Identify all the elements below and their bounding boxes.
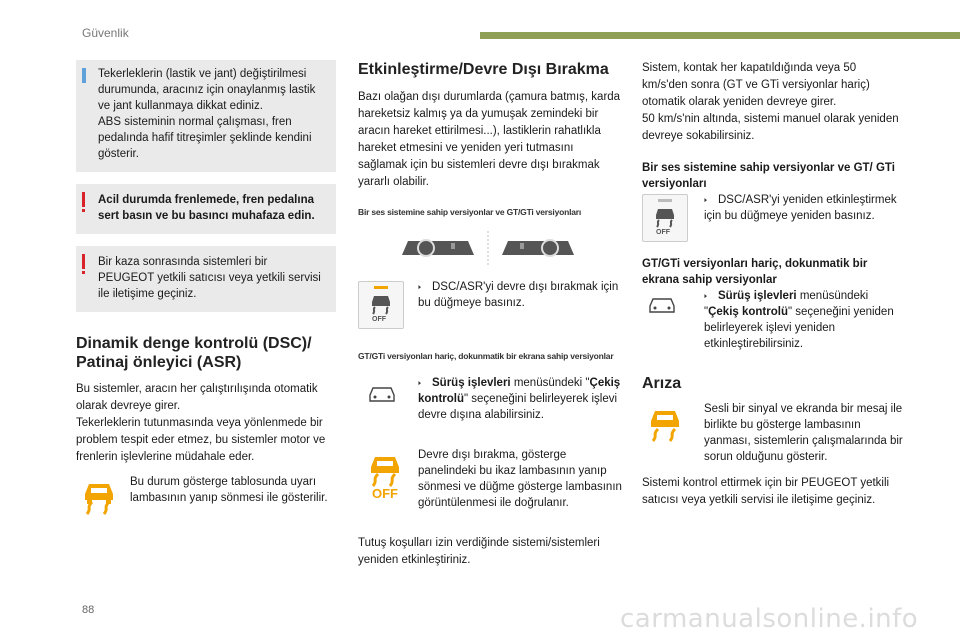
warning-text-accident: Bir kaza sonrasında sistemleri bir PEUGEOT yetkili satıcısı veya yetkili servisi ile iletişime geçiniz. (98, 256, 321, 300)
info-icon (82, 68, 86, 83)
lamp-description: Bu durum gösterge tablosunda uyarı lambasının yanıp sönmesi ile gösterilir. (130, 476, 328, 504)
step-row-touchscreen (358, 375, 624, 439)
step-text-touchscreen: 🢒 Sürüş işlevleri menüsündeki "Çekiş kontrolü" seçeneğini belirleyerek işlevi devre dışına alabilirsiniz. (418, 377, 621, 421)
fault-lamp-row (642, 401, 904, 471)
column-middle (358, 60, 624, 569)
subheading-touchscreen: GT/GTi versiyonları hariç, dokunmatik bir ekrana sahip versiyonlar (358, 351, 614, 361)
header-accent-bar (480, 32, 960, 39)
warning-box-accident (76, 246, 336, 312)
column-left (76, 60, 336, 524)
dsc-off-button-icon[interactable] (358, 281, 404, 329)
traction-warning-lamp-icon (82, 480, 116, 516)
info-text-tires: Tekerleklerin (lastik ve jant) değiştirilmesi durumunda, aracınız için onaylanmış lastik ve jant kullanmaya dikkat ediniz. (98, 68, 316, 112)
heading-fault: Arıza (642, 375, 682, 392)
warning-icon (82, 254, 85, 269)
step-text-deactivate: 🢒 DSC/ASR'yi devre dışı bırakmak için bu düğmeye basınız. (418, 281, 619, 309)
bullet-icon: 🢒 (418, 282, 422, 292)
off-lamp-row (358, 447, 624, 531)
fault-description: Sesli bir sinyal ve ekranda bir mesaj ile birlikte bu gösterge lambasının yanması, sistemlerin çalışmalarında bir sorun olduğunu gösterir. (704, 403, 903, 463)
reactivate-button-row (642, 192, 904, 250)
car-outline-icon (368, 385, 396, 405)
lamp-row (76, 474, 336, 524)
subheading-audio-versions: Bir ses sistemine sahip versiyonlar ve GT/GTi versiyonları (358, 207, 582, 217)
para-reactivate: Tutuş koşulları izin verdiğinde sistemi/sistemleri yeniden etkinleştiriniz. (358, 537, 600, 566)
warning-box-braking (76, 184, 336, 234)
info-box (76, 60, 336, 172)
dashboard-illustration (358, 229, 624, 269)
step-row-button (358, 279, 624, 339)
heading-activation: Etkinleştirme/Devre Dışı Bırakma (358, 61, 609, 78)
car-outline-icon (648, 296, 676, 316)
reactivate-touchscreen-row (642, 288, 904, 358)
para-auto-reactivation: Sistem, kontak her kapatıldığında veya 50 km/s'den sonra (GT ve GTi versiyonlar hariç) otomatik olarak yeniden devreye girer. (642, 62, 870, 108)
step-text-touchscreen-reactivate: 🢒 Sürüş işlevleri menüsündeki "Çekiş kontrolü" seçeneğini yeniden belirleyerek işlevi yeniden etkinleştirebilirsiniz. (704, 290, 894, 350)
page-number: 88 (82, 604, 95, 616)
para-manual-reactivation: 50 km/s'nin altında, sistemi manuel olarak yeniden devreye sokabilirsiniz. (642, 113, 899, 142)
off-label: OFF (656, 229, 670, 236)
warning-text-braking: Acil durumda frenlemede, fren pedalına sert basın ve bu basıncı muhafaza edin. (98, 194, 315, 222)
traction-off-lamp-icon (368, 455, 402, 503)
para-contact-dealer: Sistemi kontrol ettirmek için bir PEUGEOT yetkili satıcısı veya yetkili servisi ile iletişime geçiniz. (642, 477, 890, 506)
off-lamp-description: Devre dışı bırakma, gösterge panelindeki bu ikaz lambasının yanıp sönmesi ve düğme gösterge lambasının görüntülenmesi ile doğrulanır. (418, 449, 622, 509)
warning-icon (82, 192, 85, 207)
off-lamp-label: OFF (372, 486, 398, 501)
info-text-abs: ABS sisteminin normal çalışması, fren pedalında hafif titreşimler şeklinde kendini gösterir. (98, 116, 312, 160)
column-right (642, 60, 904, 509)
watermark: carmanualsonline.info (620, 604, 919, 634)
traction-warning-lamp-icon (648, 407, 682, 443)
heading-dsc-asr: Dinamik denge kontrolü (DSC)/ Patinaj önleyici (ASR) (76, 335, 312, 371)
para-intervention: Tekerleklerin tutunmasında veya yönlenmede bir problem tespit eder etmez, bu sistemler motor ve frenlerin işlevlerine müdahale eder. (76, 417, 326, 463)
para-deactivation-use: Bazı olağan dışı durumlarda (çamura batmış, karda hareketsiz kalmış ya da yumuşak zemindeki bir aracın hareket ettirilmesi...), lastiklerin rahatlıkla hareket etmesini ve yeniden yeri tutmasını sağlamak için bu sistemleri devre dışı bırakmak yararlı olabilir. (358, 91, 621, 188)
dsc-off-button-icon[interactable] (642, 194, 688, 242)
step-text-reactivate: 🢒 DSC/ASR'yi yeniden etkinleştirmek için bu düğmeye yeniden basınız. (704, 194, 897, 222)
heading-audio-versions: Bir ses sistemine sahip versiyonlar ve GT/ GTi versiyonları (642, 162, 895, 190)
section-title: Güvenlik (82, 26, 129, 40)
para-auto-activation: Bu sistemler, aracın her çalıştırılışında otomatik olarak devreye girer. (76, 383, 318, 412)
heading-touchscreen: GT/GTi versiyonları hariç, dokunmatik bir ekrana sahip versiyonlar (642, 258, 868, 286)
off-label: OFF (372, 316, 386, 323)
